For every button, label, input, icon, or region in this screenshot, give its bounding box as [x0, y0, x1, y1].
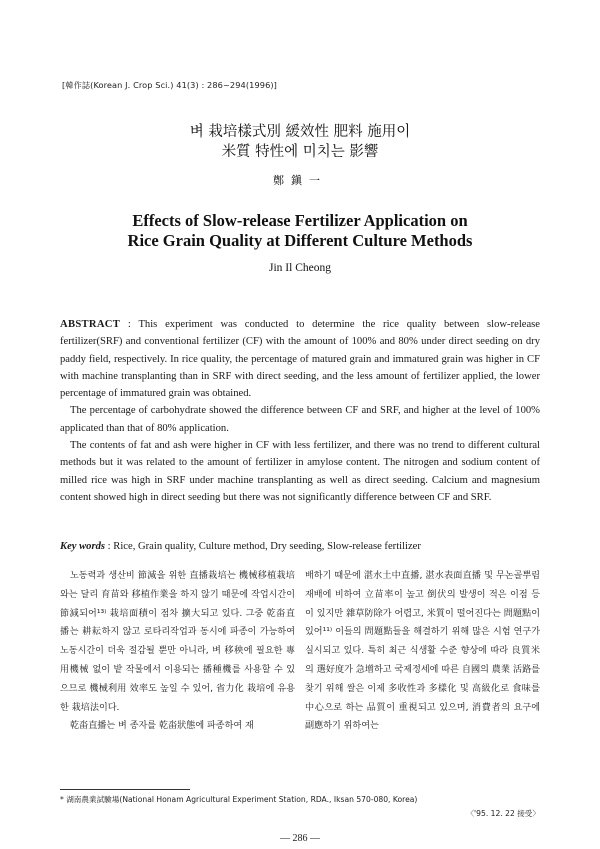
- abstract: [60, 316, 540, 506]
- body-left-paragraph-1: 노동력과 생산비 節減을 위한 直播栽培는 機械移植栽培와는 달리 育苗와 移植作業을 하지 않기 때문에 작업시간이 節減되어¹³⁾ 栽培面積이 점차 擴大되고 있다. 그중 乾畓直播는 耕耘하지 않고 로타리작업과 동시에 파종이 가능하여 노동시간이 더욱 절감될 뿐만 아니라, 벼 移秧에 필요한 專用機械 없이 밭 작물에서 이용되는 播種機를 사용할 수 있으므로 機械利用 效率도 높일 수 있어, 省力化 栽培에 유용한 栽培法이다.: [60, 571, 295, 713]
- korean-title-line-2: 米質 特性에 미치는 影響: [221, 144, 379, 160]
- abstract-text-1: This experiment was conducted to determine the rice quality between slow-release fertilizer(SRF) and conventional fertilizer (CF) with the amount of 100% and 80% under direct seeding on dry paddy field, respectively. In rice quality, the percentage of matured grain and immatured grain was higher in CF with machine transplanting than in SRF with direct seeding, and the less amount of fertilizer applied, the lower percentage of immatured grain was obtained.: [60, 319, 540, 400]
- page-number: — 286 —: [280, 833, 320, 844]
- abstract-paragraph-1: [60, 316, 540, 402]
- body-right-paragraph-1: 배하기 때문에 湛水土中直播, 湛水表面直播 및 무논골뿌림재배에 비하여 立苗率이 높고 倒伏의 발생이 적은 이점 등이 있지만 雜草防除가 어렵고, 米質이 떨어진다는 問題點이 있어¹¹⁾ 이들의 問題點들을 해결하기 위해 많은 시험 연구가 실시되고 있다. 특히 최근 식생활 수준 향상에 따라 良質米의 選好度가 急增하고 국제정세에 따른 自國의 農業 活路를 찾기 위해 쌀은 이제 多收性과 多樣化 및 高級化로 食味를 中心으로 하는 品質이 重視되고 있으며, 消費者의 요구에 副應하기 위하여는: [305, 571, 540, 732]
- korean-author: 鄭鎭一: [273, 174, 327, 187]
- journal-citation: [韓作誌(Korean J. Crop Sci.) 41(3) : 286~294(1996)]: [62, 80, 277, 90]
- abstract-separator: :: [120, 319, 139, 330]
- english-author: Jin Il Cheong: [269, 262, 331, 274]
- keywords-label: Key words: [60, 541, 106, 552]
- footnote-rule: [60, 789, 190, 790]
- abstract-paragraph-3: The contents of fat and ash were higher in CF with less fertilizer, and there was no trend to different cultural methods but it was related to the amount of fertilizer in amylose content. The nitrogen and sodium content of milled rice was high in SRF under machine transplanting as well as direct seeding. Calcium and magnesium content showed high in direct seeding but there was not significantly difference between CF and SRF.: [60, 440, 540, 503]
- keywords-text: Rice, Grain quality, Culture method, Dry seeding, Slow-release fertilizer: [113, 541, 421, 552]
- keywords: [60, 541, 540, 552]
- body-column-left: [60, 567, 295, 736]
- english-title-line-1: Effects of Slow-release Fertilizer Application on: [132, 211, 468, 230]
- english-title-line-2: Rice Grain Quality at Different Culture Methods: [127, 231, 473, 250]
- korean-title-line-1: 벼 栽培樣式別 緩效性 肥料 施用이: [189, 124, 411, 140]
- abstract-paragraph-2: The percentage of carbohydrate showed the difference between CF and SRF, and higher at the level of 100% applicated than that of 80% application.: [60, 405, 540, 434]
- body-column-right: [305, 567, 540, 736]
- body-left-paragraph-2: 乾畓直播는 벼 종자를 乾畓狀態에 파종하여 재: [70, 721, 254, 732]
- keywords-separator: :: [105, 541, 114, 552]
- received-date: 〈'95. 12. 22 接受〉: [466, 809, 540, 818]
- abstract-label: ABSTRACT: [60, 319, 121, 330]
- affiliation-footnote: * 湖南農業試驗場(National Honam Agricultural Experiment Station, RDA., Iksan 570-080, Korea): [60, 795, 418, 804]
